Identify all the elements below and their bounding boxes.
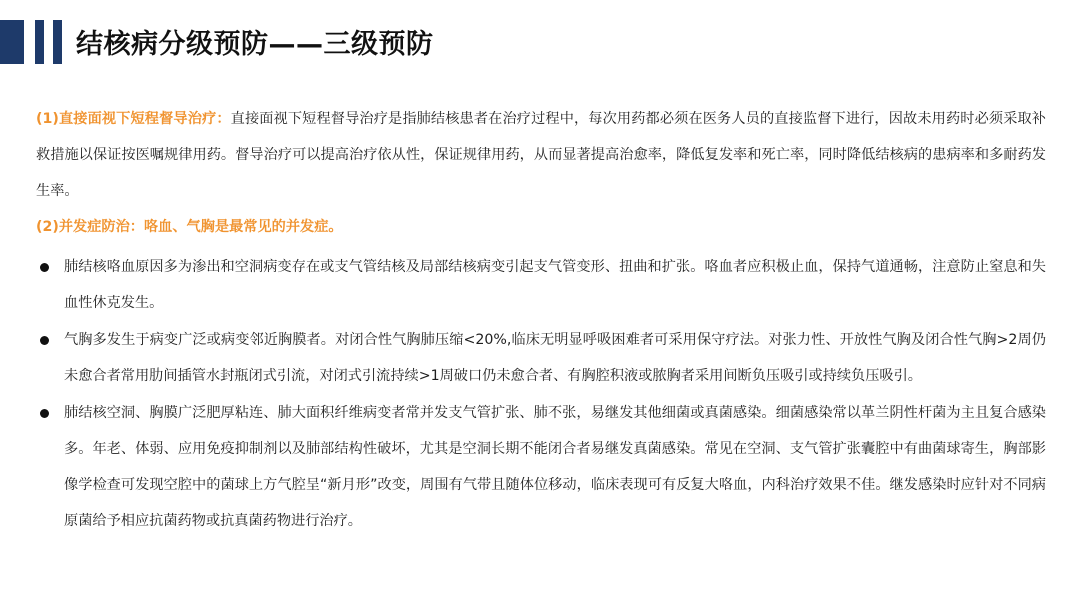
section-2-heading: (2)并发症防治：咯血、气胸是最常见的并发症。 bbox=[36, 219, 343, 235]
bullet-dot-icon bbox=[40, 336, 49, 345]
bullet-item-hemoptysis bbox=[36, 249, 1046, 321]
section-1-text: 直接面视下短程督导治疗是指肺结核患者在治疗过程中，每次用药都必须在医务人员的直接监督下进行，因故未用药时必须采取补救措施以保证按医嘱规律用药。督导治疗可以提高治疗依从性，保证规律用药，从而显著提高治愈率，降低复发率和死亡率，同时降低结核病的患病率和多耐药发生率。 bbox=[36, 111, 1046, 199]
title-bar-narrow bbox=[53, 20, 62, 64]
title-decoration-bars bbox=[0, 20, 62, 64]
section-1-paragraph bbox=[36, 101, 1046, 209]
bullet-dot-icon bbox=[40, 409, 49, 418]
page-title: 结核病分级预防——三级预防 bbox=[76, 29, 434, 60]
section-1-heading: (1)直接面视下短程督导治疗： bbox=[36, 111, 231, 127]
bullet-item-pneumothorax bbox=[36, 322, 1046, 394]
bullet-text: 肺结核咯血原因多为渗出和空洞病变存在或支气管结核及局部结核病变引起支气管变形、扭曲和扩张。咯血者应积极止血，保持气道通畅，注意防止窒息和失血性休克发生。 bbox=[64, 259, 1046, 311]
bullet-item-secondary-infection bbox=[36, 395, 1046, 539]
bullet-text: 肺结核空洞、胸膜广泛肥厚粘连、肺大面积纤维病变者常并发支气管扩张、肺不张，易继发其他细菌或真菌感染。细菌感染常以革兰阴性杆菌为主且复合感染多。年老、体弱、应用免疫抑制剂以及肺部结构性破坏，尤其是空洞长期不能闭合者易继发真菌感染。常见在空洞、支气管扩张囊腔中有曲菌球寄生，胸部影像学检查可发现空腔中的菌球上方气腔呈“新月形”改变，周围有气带且随体位移动，临床表现可有反复大咯血，内科治疗效果不佳。继发感染时应针对不同病原菌给予相应抗菌药物或抗真菌药物进行治疗。 bbox=[64, 405, 1046, 529]
bullet-dot-icon bbox=[40, 263, 49, 272]
slide-content bbox=[36, 101, 1046, 540]
title-bar-wide bbox=[0, 20, 24, 64]
bullet-text: 气胸多发生于病变广泛或病变邻近胸膜者。对闭合性气胸肺压缩<20%,临床无明显呼吸困难者可采用保守疗法。对张力性、开放性气胸及闭合性气胸>2周仍未愈合者常用肋间插管水封瓶闭式引流，对闭式引流持续>1周破口仍未愈合者、有胸腔积液或脓胸者采用间断负压吸引或持续负压吸引。 bbox=[64, 332, 1046, 384]
title-bar-narrow bbox=[35, 20, 44, 64]
complication-bullet-list bbox=[36, 249, 1046, 539]
